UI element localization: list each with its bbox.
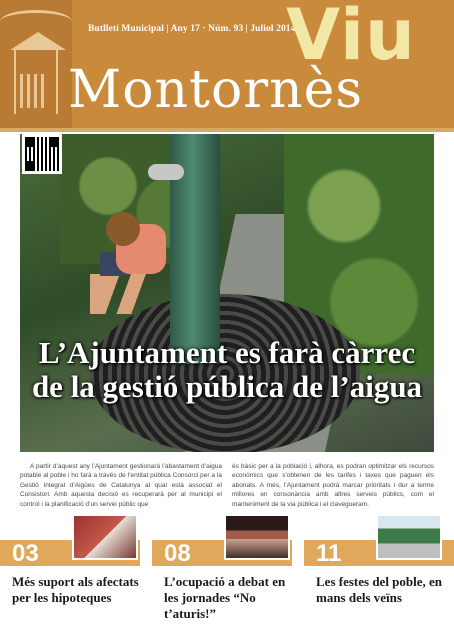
bulletin-info: Butlletí Municipal | Any 17 · Núm. 93 | Juliol 2014: [88, 24, 296, 34]
story-thumbnail: [224, 514, 290, 560]
cover-photo: [20, 134, 434, 452]
publication-title: Montornès: [68, 60, 364, 120]
story-thumbnail: [72, 514, 138, 560]
logo-wave-icon: [0, 10, 72, 33]
child-legs: [90, 274, 150, 314]
town-logo: [0, 0, 72, 128]
intro-column-2: és bàsic per a la població i, alhora, es podran optimitzar els recursos econòmics que s’obtenen de les tarifes i taxes que paguen els abonats. A més, l’Ajuntament podrà marcar prioritats i dur a terme millores en consonància amb altres serveis públics, com el manteniment de la via pública i el clavegueram.: [232, 463, 434, 508]
masthead-divider: [0, 128, 454, 132]
story-teaser[interactable]: [304, 536, 454, 641]
story-teasers: [0, 536, 454, 641]
story-title: Les festes del poble, en mans dels veïns: [316, 574, 443, 605]
qr-code-icon[interactable]: [22, 134, 62, 174]
story-teaser[interactable]: [152, 536, 292, 641]
logo-bars-icon: [20, 74, 48, 108]
page-number: 03: [12, 540, 39, 567]
page-number: 08: [164, 540, 191, 567]
cover-headline: L’Ajuntament es farà càrrec de la gestió pública de l’aigua: [31, 335, 423, 404]
qr-pattern: [25, 137, 59, 171]
intro-column-1: A partir d’aquest any l’Ajuntament gestionarà l’abastament d’aigua potable al poble i ho farà a través de l’entitat pública Consorci per a la Gestió Integral d’Aigües de Catalunya al qual està associat el Consistori. Amb aquesta decisió es recuperarà per al municipi el control i la planificació d’un servei públic que: [20, 463, 222, 508]
page-number: 11: [316, 540, 342, 567]
story-teaser[interactable]: [0, 536, 140, 641]
viu-logo: Viu: [286, 0, 416, 76]
child-head: [106, 212, 140, 246]
masthead: [0, 0, 454, 128]
story-title: L’ocupació a debat en les jornades “No t’aturis!”: [164, 574, 286, 621]
story-thumbnail: [376, 514, 442, 560]
child-drinking: [90, 174, 170, 294]
story-title: Més suport als afectats per les hipoteques: [12, 574, 139, 605]
